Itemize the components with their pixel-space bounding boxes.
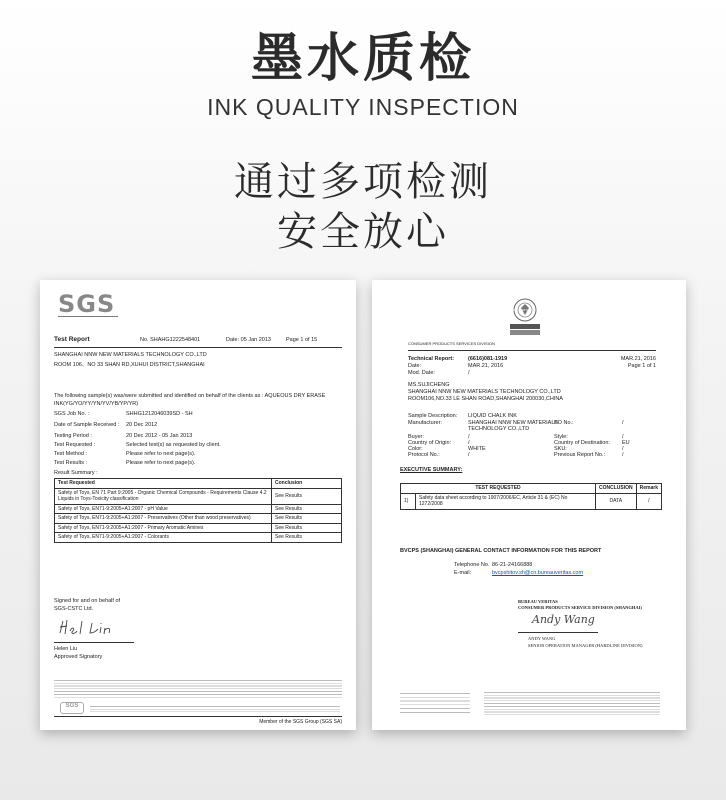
intro-line-1: The following sample(s) was/were submitted and identified on behalf of the clients as : AQUEOUS DRY ERASE (54, 393, 326, 399)
column-header: Conclusion (272, 479, 342, 489)
report-number: No. SHAHG1222548401 (140, 337, 201, 343)
field-label: Buyer: (408, 434, 424, 440)
field-label: Manufacturer: (408, 420, 442, 426)
field-label: Color: (408, 446, 423, 452)
field-label: Test Results : (54, 460, 88, 466)
results-table (54, 478, 342, 543)
test-cell: Safety of Toys, EN 71 Part 9:2005 - Organic Chemical Compounds - Requirements Clause 4.2 Liquids in Toys-Toxicity classification (55, 488, 272, 504)
result-cell: See Results (272, 504, 342, 514)
result-summary-label: Result Summary : (54, 470, 98, 476)
remark-cell: / (636, 493, 661, 509)
field-value: / (622, 434, 624, 440)
report-label: Test Report (54, 336, 90, 343)
field-value: / (468, 434, 470, 440)
handwritten-signature: Andy Wang (532, 613, 595, 626)
client-name: MS.SUJICHENG (408, 382, 450, 388)
technical-report-label: Technical Report: (408, 356, 455, 362)
table-row (55, 514, 342, 524)
result-cell: See Results (272, 514, 342, 524)
test-cell: Safety of Toys, EN71-9:2005+A1:2007 - Primary Aromatic Amines (55, 523, 272, 533)
field-value: Selected test(s) as requested by client. (126, 442, 221, 448)
field-value: EU (622, 440, 630, 446)
field-label: Style: (554, 434, 568, 440)
column-header: Remark (636, 484, 661, 494)
bv-technical-report (372, 280, 686, 730)
field-label: SKU: (554, 446, 567, 452)
signature-division: CONSUMER PRODUCTS SERVICE DIVISION (SHANGHAI) (518, 605, 642, 610)
result-cell: See Results (272, 533, 342, 543)
field-value: SHHG1212046039SD - SH (126, 411, 193, 417)
technical-report-number: (6616)081-1919 (468, 356, 508, 362)
bv-logo-text: BUREAU VERITAS (505, 308, 531, 312)
handwritten-signature (56, 617, 126, 639)
division-small: CONSUMER PRODUCTS SERVICES DIVISION (408, 341, 495, 346)
result-cell: See Results (272, 488, 342, 504)
field-label: Testing Period : (54, 433, 92, 439)
signer-name: Helen Liu (54, 646, 78, 652)
client-address: ROOM 106、NO 33 SHAN RD,XUHUI DISTRICT,SHANGHAI (54, 362, 205, 368)
bureau-veritas-logo-icon (508, 296, 542, 338)
footer-address (400, 690, 470, 716)
table-row (401, 493, 662, 509)
client-company: SHANGHAI NNW NEW MATERIALS TECHNOLOGY CO.,LTD (54, 352, 207, 358)
executive-summary-label: EXECUTIVE SUMMARY: (400, 467, 463, 473)
row-number: 1) (401, 493, 416, 509)
report-page: Page 1 of 15 (286, 337, 318, 343)
table-row (55, 523, 342, 533)
field-value: Please refer to next page(s). (126, 451, 196, 457)
field-label: Date of Sample Received : (54, 422, 120, 428)
field-label: Sample Description: (408, 413, 458, 419)
field-value: 20 Dec 2012 - 05 Jan 2013 (126, 433, 193, 439)
field-value: Please refer to next page(s). (126, 460, 196, 466)
field-value: / (622, 420, 624, 426)
table-header-row (401, 484, 662, 494)
field-value: / (468, 440, 470, 446)
signature-org: BUREAU VERITAS (518, 599, 558, 604)
field-label: Country of Origin: (408, 440, 452, 446)
field-label: Test Method : (54, 451, 88, 457)
field-label: PO No.: (554, 420, 574, 426)
slogan-line-1: 通过多项检测 (234, 159, 492, 205)
column-header: CONCLUSION (596, 484, 637, 494)
sgs-logo: SGS (58, 290, 118, 317)
field-label: Test Requested : (54, 442, 96, 448)
page-title: 墨水质检 (250, 29, 475, 89)
report-date: Date: 05 Jan 2013 (226, 337, 271, 343)
field-value: / (622, 452, 624, 458)
intro-line-2: INK(YG/YO/YY/YN/YV/YB/YP/YR) (54, 401, 139, 407)
field-label: Date: (408, 363, 422, 369)
client-address: ROOM106,NO.33 LE SHAN ROAD,SHANGHAI 200030,CHINA (408, 396, 563, 402)
page-subtitle: INK QUALITY INSPECTION (207, 94, 519, 120)
signed-company: SGS-CSTC Ltd. (54, 606, 94, 612)
field-value: / (468, 370, 470, 376)
signer-title: SENIOR OPERATION MANAGER (HARDLINE DIVISION) (528, 643, 643, 648)
fine-print (484, 690, 660, 716)
test-cell: Safety data sheet according to 1907/2006/EC, Article 31 & (EC) No 1272/2008 (416, 493, 596, 509)
sgs-test-report (40, 280, 356, 730)
conclusion-cell: DATA (596, 493, 637, 509)
field-label: Protocol No.: (408, 452, 440, 458)
footer-address (90, 704, 340, 712)
fine-print (54, 678, 342, 698)
report-date-right: MAR.21, 2016 (620, 356, 656, 362)
field-value: LIQUID CHALK INK (468, 413, 517, 419)
table-row (55, 488, 342, 504)
email-label: E-mail: (454, 570, 472, 576)
field-value: WHITE (468, 446, 486, 452)
field-label: Country of Destination: (554, 440, 610, 446)
test-cell: Safety of Toys, EN71-9:2005+A1:2007 - Preservatives (Other than wood preservatives) (55, 514, 272, 524)
field-label: SGS Job No. : (54, 411, 90, 417)
field-value: 20 Dec 2012 (126, 422, 158, 428)
field-label: Previous Report No.: (554, 452, 606, 458)
signer-name: ANDY WANG (528, 636, 556, 641)
sgs-member-note: Member of the SGS Group (SGS SA) (259, 719, 342, 725)
field-label: Mod. Date: (408, 370, 435, 376)
executive-summary-table (400, 483, 662, 510)
test-cell: Safety of Toys, EN71-9:2005+A1:2007 - Colorants (55, 533, 272, 543)
telephone-label: Telephone No. (454, 562, 490, 568)
field-value: / (622, 446, 624, 452)
report-page: Page 1 of 1 (627, 363, 656, 369)
column-header: TEST REQUESTED (401, 484, 596, 494)
table-row (55, 504, 342, 514)
field-value: SHANGHAI NNW NEW MATERIALS (468, 420, 559, 426)
field-value: TECHNOLOGY CO.,LTD (468, 426, 530, 432)
field-value: MAR.21, 2016 (468, 363, 504, 369)
signed-on-behalf: Signed for and on behalf of (54, 598, 121, 604)
client-company: SHANGHAI NNW NEW MATERIALS TECHNOLOGY CO.,LTD (408, 389, 561, 395)
field-value: / (468, 452, 470, 458)
table-header-row (55, 479, 342, 489)
signer-title: Approved Signatory (54, 654, 103, 660)
contact-heading: BVCPS (SHANGHAI) GENERAL CONTACT INFORMATION FOR THIS REPORT (400, 548, 602, 554)
test-cell: Safety of Toys, EN71-9:2005+A1:2007 - pH Value (55, 504, 272, 514)
sgs-footer-logo: SGS (60, 702, 84, 714)
result-cell: See Results (272, 523, 342, 533)
telephone-value: 86-21-24166888 (492, 562, 533, 568)
column-header: Test Requested (55, 479, 272, 489)
table-row (55, 533, 342, 543)
email-link[interactable]: bvcpshitov.sh@cn.bureauveritas.com (492, 570, 584, 576)
slogan-line-2: 安全放心 (277, 209, 449, 255)
